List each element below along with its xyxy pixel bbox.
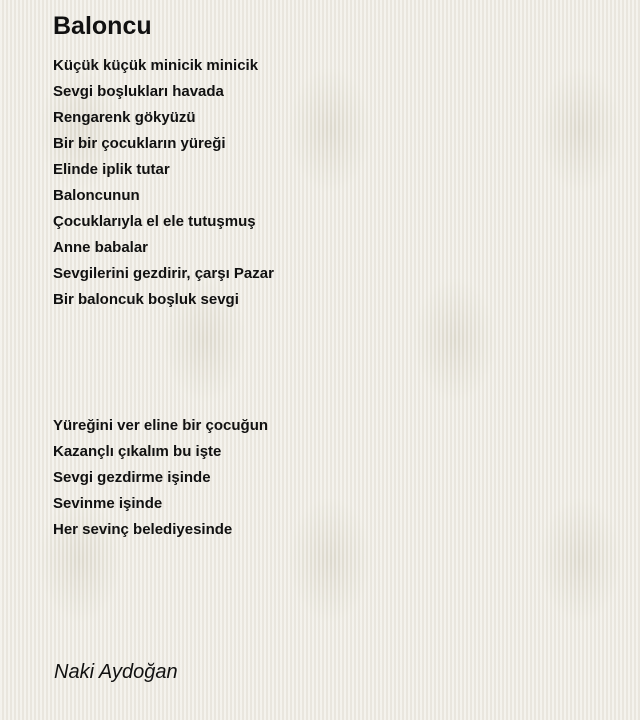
poem-line: Çocuklarıyla el ele tutuşmuş (53, 213, 256, 230)
poem-line: Yüreğini ver eline bir çocuğun (53, 417, 269, 434)
poem-line: Bir baloncuk boşluk sevgi (53, 291, 239, 308)
poem-line: Kazançlı çıkalım bu işte (53, 443, 222, 460)
poem-line: Sevinme işinde (53, 495, 163, 512)
poem-line: Sevgi boşlukları havada (53, 83, 224, 100)
poem-line: Küçük küçük minicik minicik (53, 57, 259, 74)
poem-line: Bir bir çocukların yüreği (53, 135, 226, 152)
poem-line: Rengarenk gökyüzü (53, 109, 196, 126)
poem-line: Anne babalar (53, 239, 149, 256)
poem-title: Baloncu (53, 12, 152, 40)
poem-line: Sevgilerini gezdirir, çarşı Pazar (53, 265, 274, 282)
poem-line: Baloncunun (53, 187, 140, 204)
stanza-1 (53, 53, 274, 313)
poem-author: Naki Aydoğan (54, 661, 178, 683)
poem-line: Sevgi gezdirme işinde (53, 469, 211, 486)
stanza-2 (53, 413, 268, 543)
poem-line: Elinde iplik tutar (53, 161, 170, 178)
poem-line: Her sevinç belediyesinde (53, 521, 233, 538)
